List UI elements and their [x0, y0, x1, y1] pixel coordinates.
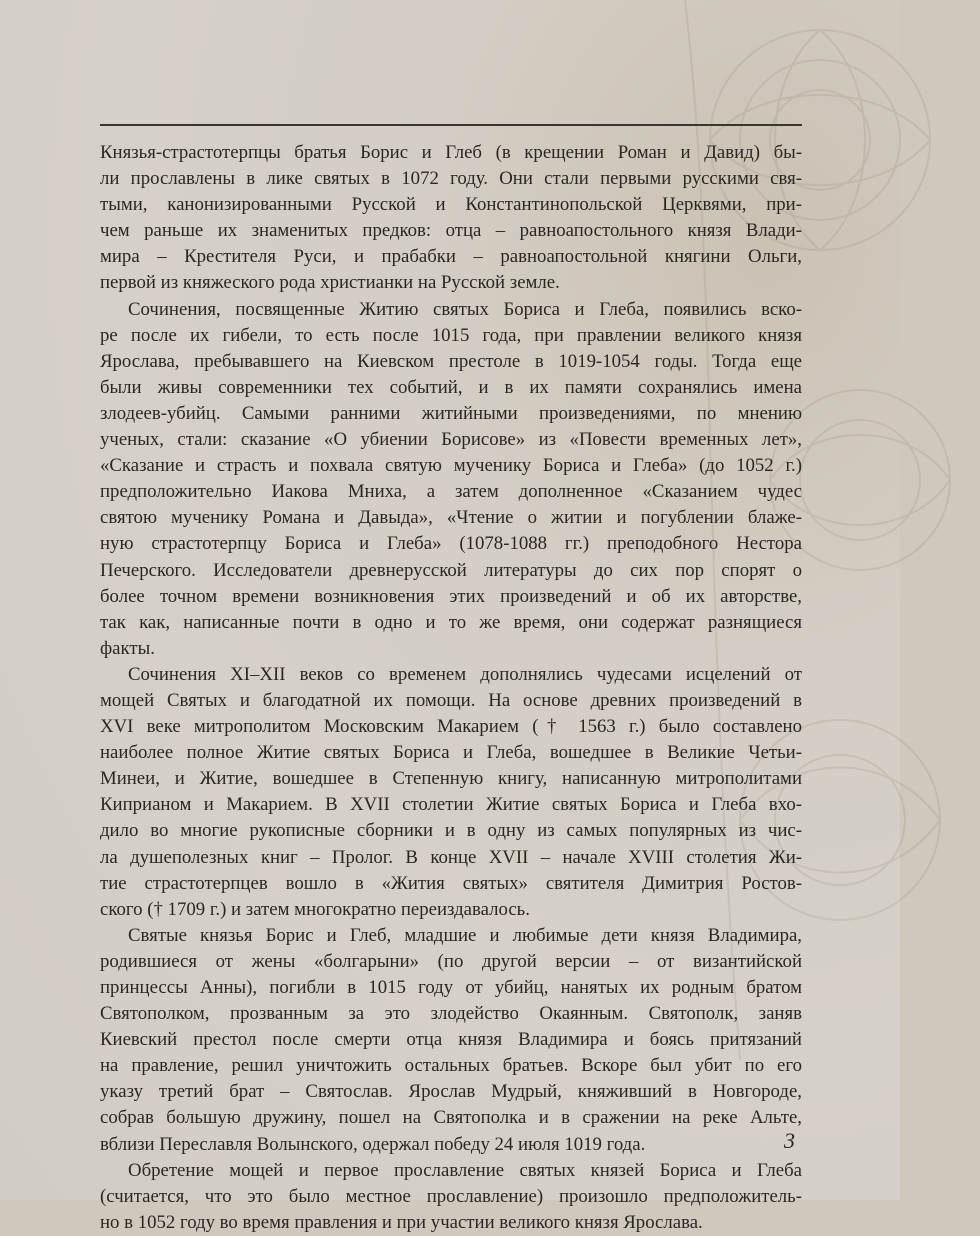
top-rule	[100, 124, 802, 126]
text-line: Сочинения, посвященные Житию святых Бориса и Глеба, появились вско-	[128, 298, 802, 320]
text-line: родившиеся от жены «болгарыни» (по другой версии – от византийской	[100, 950, 802, 972]
text-line: Киприаном и Макарием. В XVII столетии Житие святых Бориса и Глеба вхо-	[100, 794, 802, 816]
text-line: указу третий брат – Святослав. Ярослав Мудрый, княживший в Новгороде,	[100, 1081, 802, 1103]
text-line: ли прославлены в лике святых в 1072 году. Они стали первыми русскими свя-	[100, 168, 802, 190]
text-line: святою мученику Романа и Давыда», «Чтение о житии и погублении блаже-	[100, 507, 802, 529]
text-line: Святые князья Борис и Глеб, младшие и любимые дети князя Владимира,	[128, 924, 802, 946]
text-line: собрав большую дружину, пошел на Святополка и в сражении на реке Альте,	[100, 1107, 802, 1129]
text-line: XVI веке митрополитом Московским Макарием († 1563 г.) было составлено	[100, 716, 802, 738]
text-line: Минеи, и Житие, вошедшее в Степенную книгу, написанную митрополитами	[100, 768, 802, 790]
text-line: факты.	[100, 637, 155, 659]
text-line: так как, написанные почти в одно и то же время, они содержат разнящиеся	[100, 611, 802, 633]
text-line: первой из княжеского рода христианки на Русской земле.	[100, 272, 560, 294]
paragraph	[100, 1158, 802, 1236]
text-line: ре после их гибели, то есть после 1015 года, при правлении великого князя	[100, 324, 802, 346]
body-text	[100, 140, 802, 1236]
text-line: были живы современники тех событий, и в их памяти сохранялись имена	[100, 376, 802, 398]
text-line: дило во многие рукописные сборники и в одну из самых популярных из чис-	[100, 820, 802, 842]
text-line: Сочинения XI–XII веков со временем дополнялись чудесами исцелений от	[128, 663, 802, 685]
text-line: (считается, что это было местное прославление) произошло предположитель-	[100, 1185, 802, 1207]
text-line: на правление, решил уничтожить остальных братьев. Вскоре был убит по его	[100, 1055, 802, 1077]
text-line: тие страстотерпцев вошло в «Жития святых» святителя Димитрия Ростов-	[100, 872, 802, 894]
text-line: Святополком, прозванным за это злодейство Окаянным. Святополк, заняв	[100, 1003, 802, 1025]
text-line: злодеев-убийц. Самыми ранними житийными произведениями, по мнению	[100, 402, 802, 424]
text-line: наиболее полное Житие святых Бориса и Глеба, вошедшее в Великие Четьи-	[100, 742, 802, 764]
text-line: вблизи Переславля Волынского, одержал победу 24 июля 1019 года.	[100, 1133, 646, 1155]
page-number: 3	[784, 1128, 795, 1153]
text-line: тыми, канонизированными Русской и Константинопольской Церквями, при-	[100, 194, 802, 216]
text-line: ского († 1709 г.) и затем многократно переиздавалось.	[100, 898, 530, 920]
text-line: Киевский престол после смерти отца князя Владимира и боясь притязаний	[100, 1029, 802, 1051]
text-line: ла душеполезных книг – Пролог. В конце XVII – начале XVIII столетия Жи-	[100, 846, 802, 868]
text-line: Ярослава, пребывавшего на Киевском престоле в 1019-1054 годы. Тогда еще	[100, 350, 802, 372]
text-line: Обретение мощей и первое прославление святых князей Бориса и Глеба	[128, 1159, 802, 1181]
paragraph	[100, 297, 802, 662]
paragraph	[100, 140, 802, 297]
text-line: «Сказание и страсть и похвала святую мученику Бориса и Глеба» (до 1052 г.)	[100, 455, 802, 477]
text-line: мощей Святых и благодатной их помощи. На основе древних произведений в	[100, 689, 802, 711]
text-line: Печерского. Исследователи древнерусской литературы до сих пор спорят о	[100, 559, 802, 581]
paragraph	[100, 662, 802, 923]
text-line: предположительно Иакова Мниха, а затем дополненное «Сказанием чудес	[100, 481, 802, 503]
text-line: более точном времени возникновения этих произведений и об их авторстве,	[100, 585, 802, 607]
text-line: ную страстотерпцу Бориса и Глеба» (1078-1088 гг.) преподобного Нестора	[100, 533, 802, 555]
paragraph	[100, 923, 802, 1158]
text-line: Князья-страстотерпцы братья Борис и Глеб (в крещении Роман и Давид) бы-	[100, 142, 802, 163]
text-line: ученых, стали: сказание «О убиении Борисове» из «Повести временных лет»,	[100, 429, 802, 451]
text-line: мира – Крестителя Руси, и прабабки – равноапостольной княгини Ольги,	[100, 246, 802, 268]
text-line: принцессы Анны), погибли в 1015 году от убийц, нанятых их родным братом	[100, 977, 802, 998]
text-line: но в 1052 году во время правления и при участии великого князя Ярослава.	[100, 1211, 703, 1233]
text-line: чем раньше их знаменитых предков: отца – равноапостольного князя Влади-	[100, 220, 802, 242]
